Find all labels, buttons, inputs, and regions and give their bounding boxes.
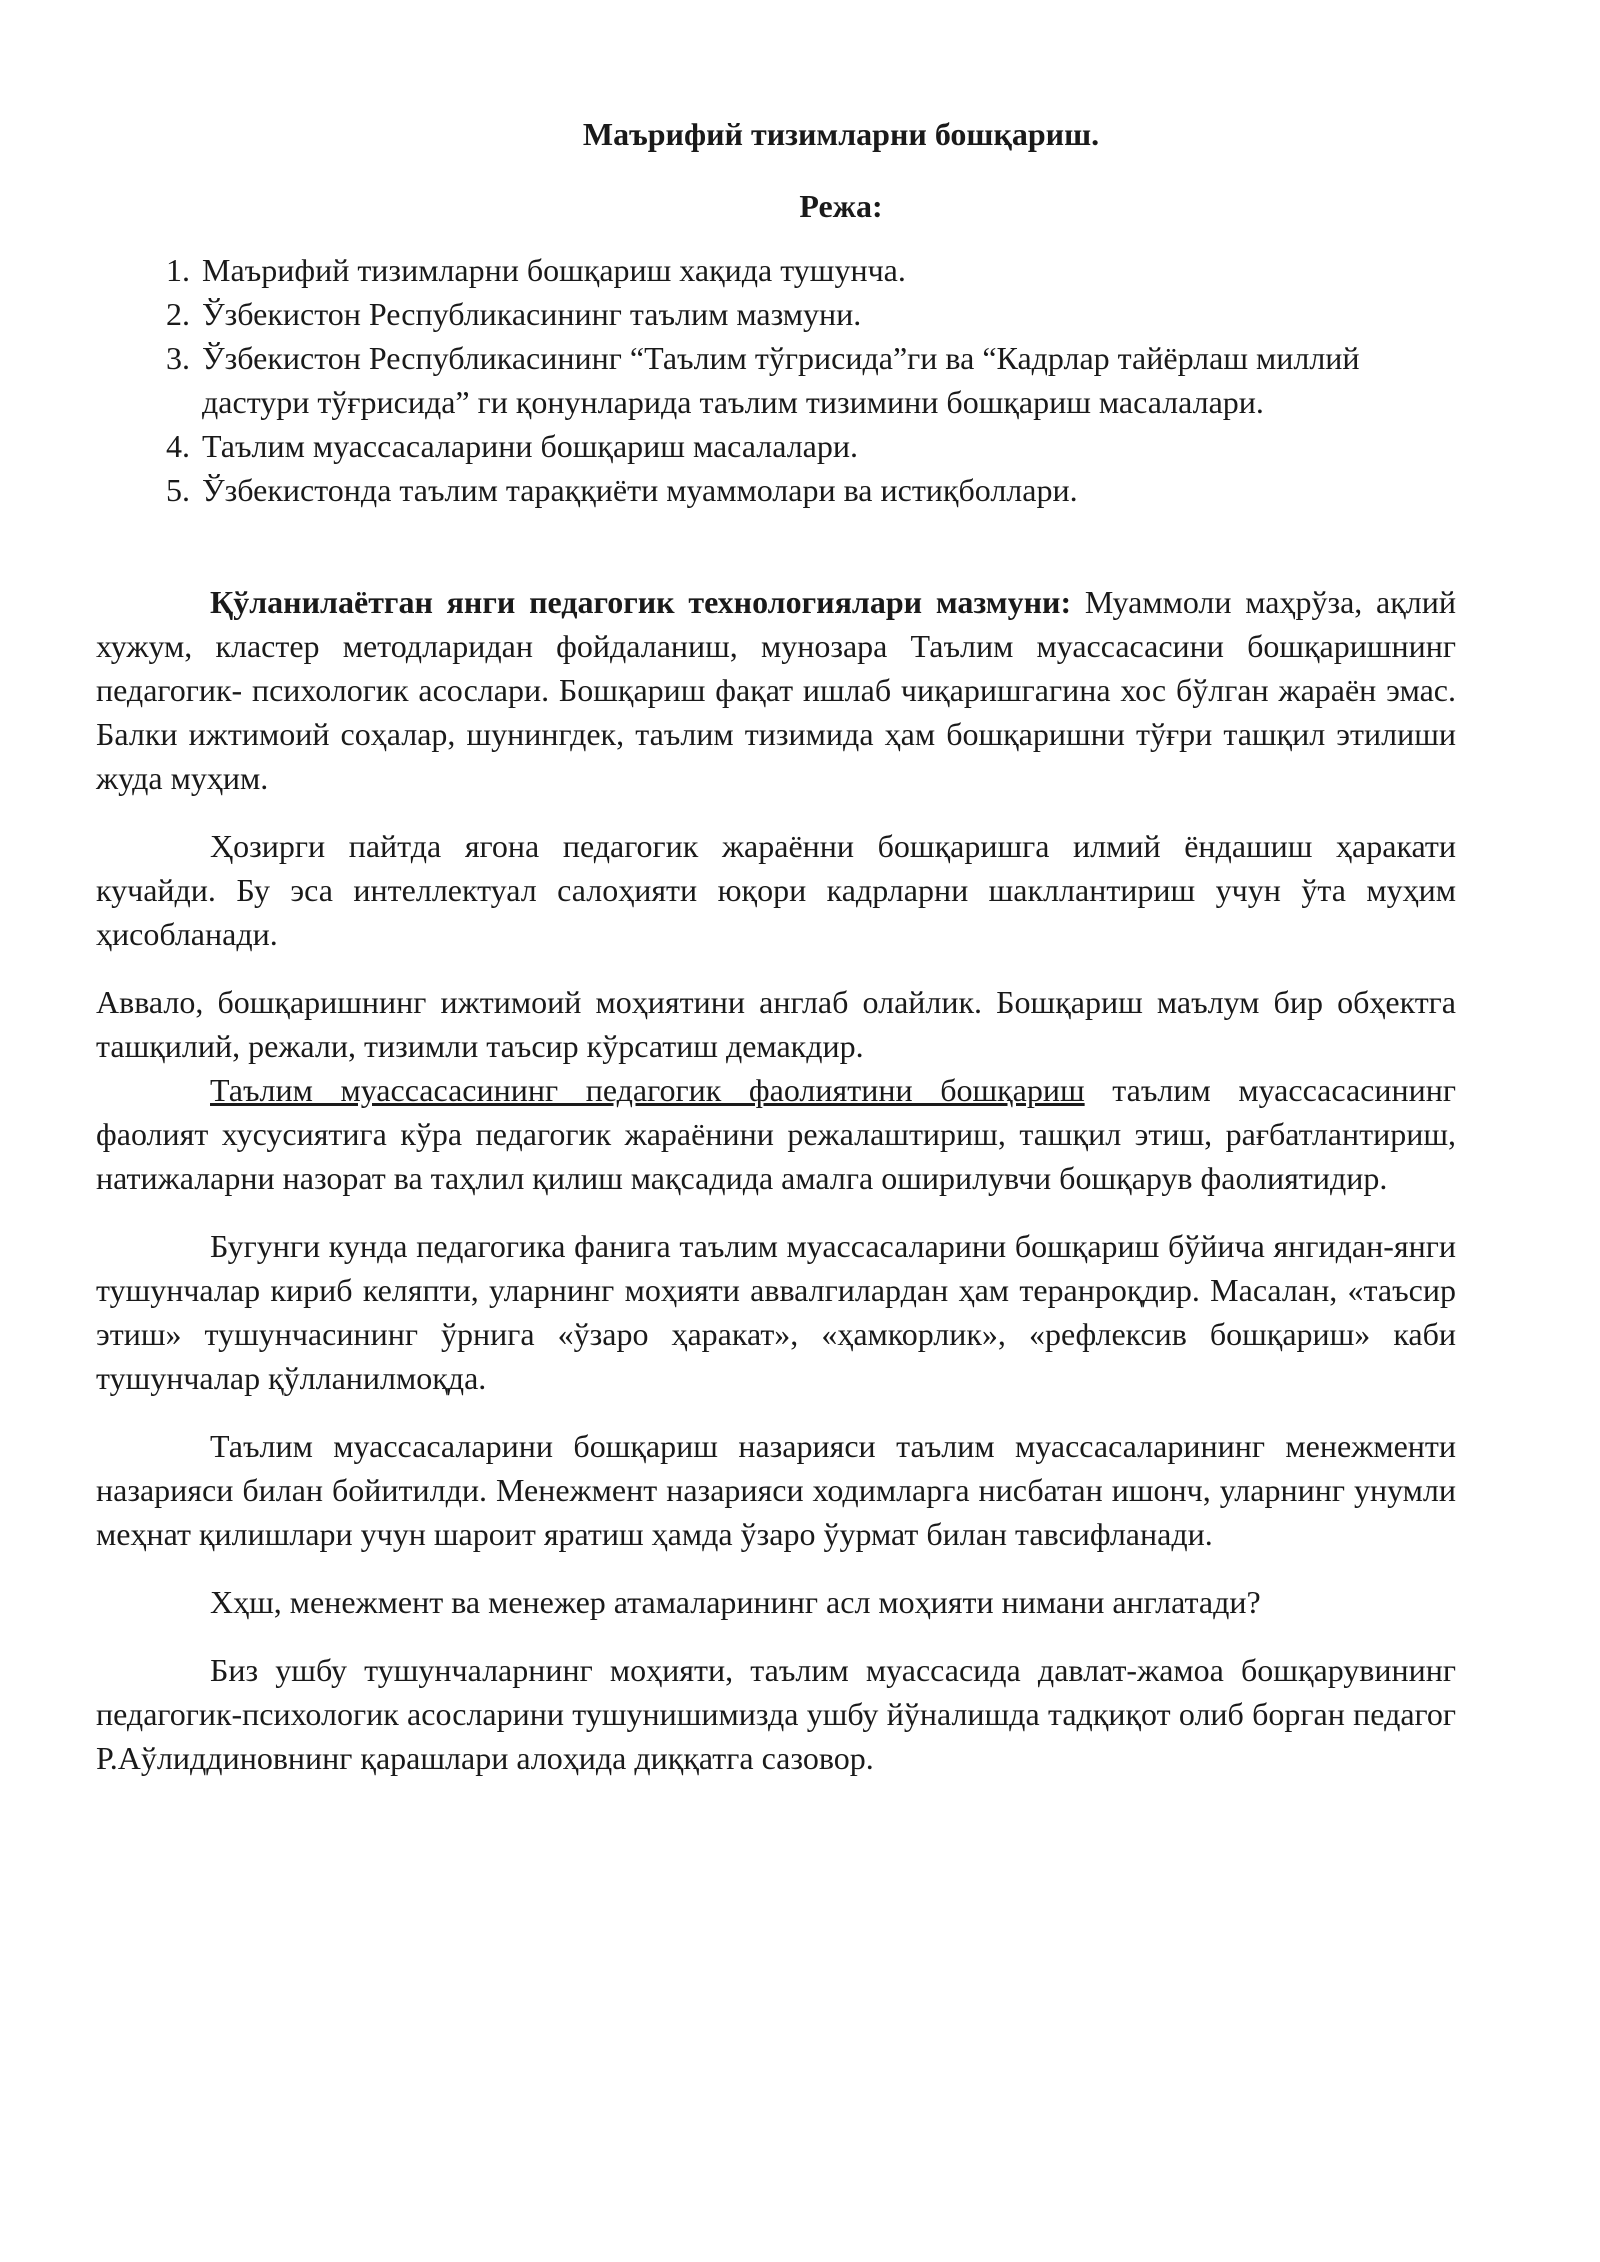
document-page	[96, 112, 1456, 1780]
plan-item-number: 5.	[166, 472, 190, 508]
plan-item-number: 3.	[166, 340, 190, 376]
paragraph: Аввало, бошқаришнинг ижтимоий моҳиятини англаб олайлик. Бошқариш маълум бир обҳектга ташқилий, режали, тизимли таъсир кўрсатиш демакдир.	[96, 984, 1456, 1064]
plan-item-number: 4.	[166, 428, 190, 464]
plan-item	[96, 248, 1456, 292]
underlined-term: Таълим муассасасининг педагогик фаолиятини бошқариш	[210, 1072, 1085, 1108]
plan-heading: Режа:	[799, 188, 883, 224]
paragraph: Хҳш, менежмент ва менежер атамаларининг асл моҳияти нимани англатади?	[210, 1584, 1261, 1620]
definition-text: таълим муассасасининг фаолият хусусиятига кўра педагогик жараёнини режалаштириш, ташқил этиш, рағбатлантириш, натижаларни назорат ва таҳлил қилиш мақсадида амалга оширилувчи бошқарув фаолиятидир.	[96, 1072, 1457, 1196]
plan-item-text: Ўзбекистонда таълим тараққиёти муаммолари ва истиқболлари.	[202, 472, 1078, 508]
plan-item-text: Ўзбекистон Республикасининг “Таълим тўгрисида”ги ва “Кадрлар тайёрлаш миллий дастури тўғрисида” ги қонунларида таълим тизимини бошқариш масалалари.	[202, 340, 1360, 420]
plan-item	[96, 292, 1456, 336]
paragraph-technologies	[96, 580, 1456, 800]
technologies-heading: Қўланилаётган янги педагогик технологиялари мазмуни:	[210, 584, 1072, 620]
paragraph: Бугунги кунда педагогика фанига таълим муассасаларини бошқариш бўйича янгидан-янги тушунчалар кириб келяпти, уларнинг моҳияти аввалгилардан ҳам теранроқдир. Масалан, «таъсир этиш» тушунчасининг ўрнига «ўзаро ҳаракат», «ҳамкорлик», «рефлексив бошқариш» каби тушунчалар қўлланилмоқда.	[96, 1228, 1456, 1396]
plan-item-number: 2.	[166, 296, 190, 332]
paragraph: Ҳозирги пайтда ягона педагогик жараённи бошқаришга илмий ёндашиш ҳаракати кучайди. Бу эса интеллектуал салоҳияти юқори кадрларни шакллантириш учун ўта муҳим ҳисобланади.	[96, 828, 1456, 952]
technologies-text: Муаммоли маҳрўза, ақлий хужум, кластер методларидан фойдаланиш, мунозара Таълим муассасасини бошқаришнинг педагогик- психологик асослари. Бошқариш фақат ишлаб чиқаришгагина хос бўлган жараён эмас. Балки ижтимоий соҳалар, шунингдек, таълим тизимида ҳам бошқаришни тўғри ташқил этилиши жуда муҳим.	[96, 584, 1457, 796]
paragraph: Таълим муассасаларини бошқариш назарияси таълим муассасаларининг менежменти назарияси билан бойитилди. Менежмент назарияси ходимларга нисбатан ишонч, уларнинг унумли меҳнат қилишлари учун шароит яратиш ҳамда ўзаро ўурмат билан тавсифланади.	[96, 1428, 1456, 1552]
document-title: Маърифий тизимларни бошқариш.	[582, 116, 1100, 152]
plan-item-text: Таълим муассасаларини бошқариш масалалари.	[202, 428, 858, 464]
paragraph: Биз ушбу тушунчаларнинг моҳияти, таълим муассасида давлат-жамоа бошқарувининг педагогик-психологик асосларини тушунишимизда ушбу йўналишда тадқиқот олиб борган педагог Р.Аўлиддиновнинг қарашлари алоҳида диққатга сазовор.	[96, 1652, 1456, 1776]
plan-item	[96, 424, 1456, 468]
plan-item	[96, 336, 1456, 424]
plan-item	[96, 468, 1456, 512]
plan-item-text: Ўзбекистон Республикасининг таълим мазмуни.	[202, 296, 862, 332]
plan-list	[96, 248, 1456, 512]
paragraph-definition	[96, 1068, 1456, 1200]
plan-item-number: 1.	[166, 252, 190, 288]
plan-item-text: Маърифий тизимларни бошқариш хақида тушунча.	[202, 252, 906, 288]
